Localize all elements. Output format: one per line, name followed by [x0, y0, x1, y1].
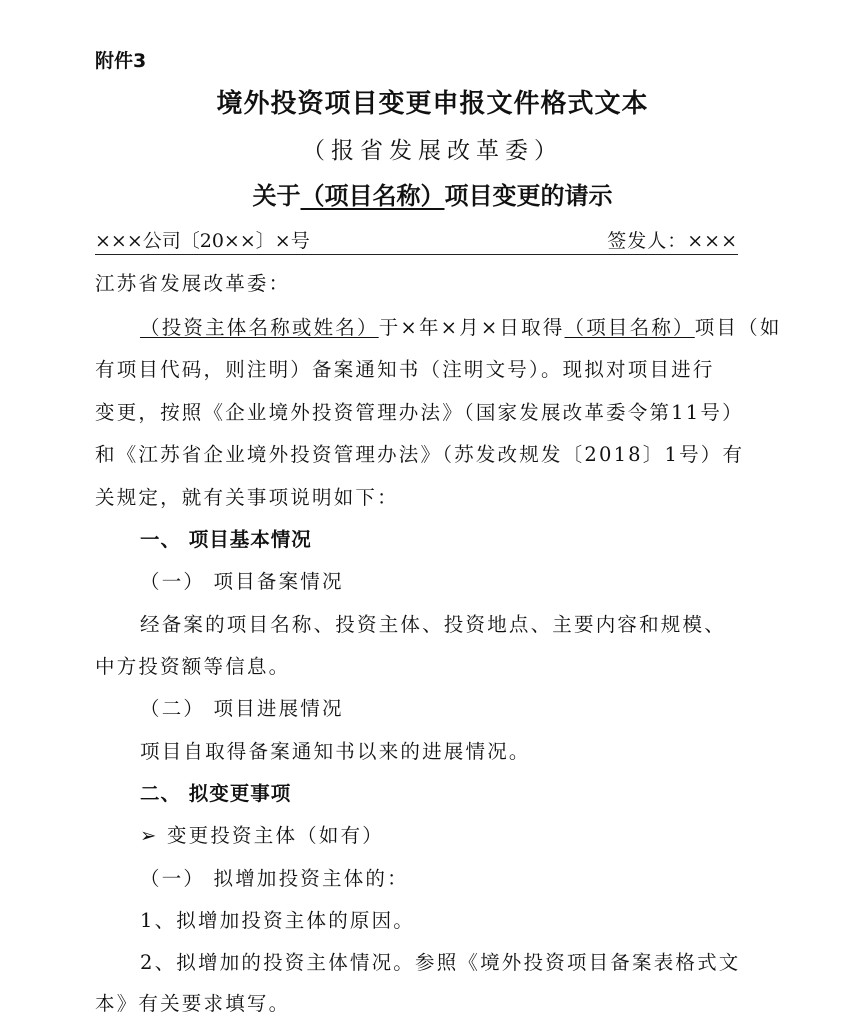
paragraph-1-line-5: 关规定，就有关事项说明如下：	[95, 486, 399, 509]
request-title-suffix: 项目变更的请示	[444, 182, 613, 210]
paragraph-1-text-b: 项目（如	[694, 316, 782, 339]
paragraph-1-line-3: 变更，按照《企业境外投资管理办法》（国家发展改革委令第11号）	[95, 401, 744, 424]
section-2-bullet-item	[140, 820, 384, 848]
section-2a-item-1: 1、拟增加投资主体的原因。	[140, 909, 416, 932]
paragraph-1-line-1	[140, 312, 782, 340]
project-name-placeholder: （项目名称）	[564, 316, 695, 339]
investor-name-placeholder: （投资主体名称或姓名）	[140, 316, 379, 339]
section-1a-heading: （一） 项目备案情况	[140, 570, 344, 593]
request-title-project-name: （项目名称）	[300, 182, 445, 210]
section-1a-text-line-1: 经备案的项目名称、投资主体、投资地点、主要内容和规模、	[140, 613, 726, 636]
paragraph-1-line-4: 和《江苏省企业境外投资管理办法》（苏发改规发〔2018〕1号）有	[95, 443, 745, 466]
section-1b-text: 项目自取得备案通知书以来的进展情况。	[140, 740, 531, 763]
attachment-label: 附件3	[95, 50, 147, 72]
section-2a-item-2-line-2: 本》有关要求填写。	[95, 992, 291, 1015]
document-number-row	[95, 226, 738, 255]
document-title: 境外投资项目变更申报文件格式文本	[216, 89, 649, 119]
section-1-heading: 一、 项目基本情况	[140, 528, 312, 551]
addressee: 江苏省发展改革委：	[95, 272, 291, 295]
request-title-prefix: 关于	[252, 182, 301, 210]
paragraph-1-line-2: 有项目代码，则注明）备案通知书（注明文号）。现拟对项目进行	[95, 358, 715, 381]
paragraph-1-text-a: 于×年×月×日取得	[378, 316, 565, 339]
document-number: ×××公司〔20××〕×号	[95, 230, 310, 252]
document-subtitle: （报省发展改革委）	[302, 138, 563, 164]
bullet-item-text: 变更投资主体（如有）	[166, 824, 384, 847]
section-1b-heading: （二） 项目进展情况	[140, 697, 344, 720]
arrow-bullet-icon: ➢	[140, 824, 159, 847]
section-2a-item-2-line-1: 2、拟增加的投资主体情况。参照《境外投资项目备案表格式文	[140, 951, 741, 974]
request-title	[0, 176, 865, 211]
section-2a-heading: （一） 拟增加投资主体的：	[140, 867, 409, 890]
section-2-heading: 二、 拟变更事项	[140, 782, 292, 805]
section-1a-text-line-2: 中方投资额等信息。	[95, 655, 291, 678]
issuer: 签发人：×××	[607, 230, 738, 252]
